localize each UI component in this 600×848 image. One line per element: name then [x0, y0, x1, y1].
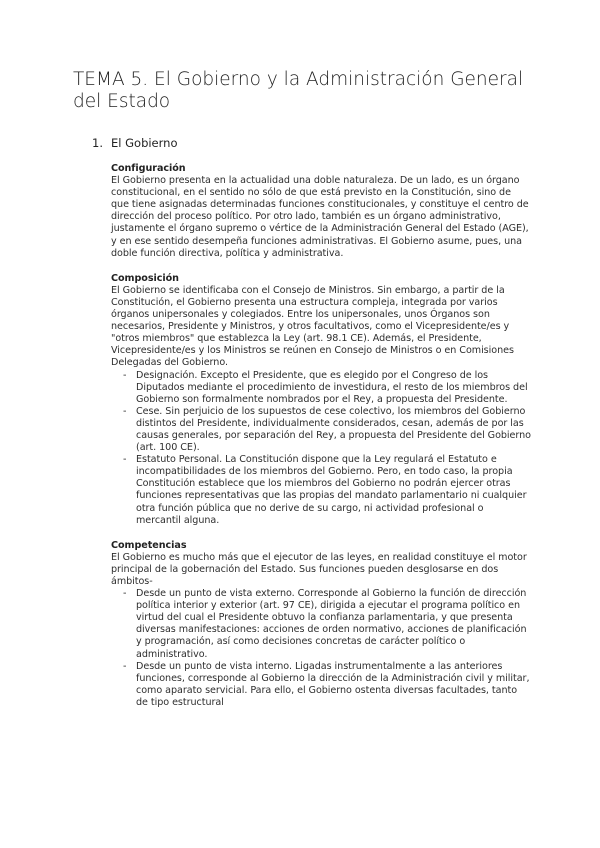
list-item	[111, 406, 531, 454]
dash-bullet: -	[123, 588, 127, 600]
list-item	[111, 661, 531, 709]
dash-bullet: -	[123, 369, 127, 381]
section-number: 1.	[92, 136, 103, 150]
dash-list	[111, 370, 531, 527]
dash-list	[111, 588, 531, 709]
subsection-paragraph: El Gobierno es mucho más que el ejecutor de las leyes, en realidad constituye el motor principal de la gobernación del Estado. Sus funciones pueden desglosarse en dos ámbitos-	[111, 551, 527, 587]
subsection-configuracion	[111, 163, 531, 260]
list-item-text: Cese. Sin perjuicio de los supuestos de cese colectivo, los miembros del Gobierno distintos del Presidente, individualmente considerados, cesan, además de por las causas generales, por separación del Rey, a propuesta del Presidente del Gobierno (art. 100 CE).	[136, 405, 531, 454]
section-title: El Gobierno	[111, 136, 178, 150]
list-item-text: Estatuto Personal. La Constitución dispone que la Ley regulará el Estatuto e incompatibilidades de los miembros del Gobierno. Pero, en todo caso, la propia Constitución establece que los miembros del Gobierno no podrán ejercer otras funciones representativas que las propias del mandato parlamentario ni cualquier otra función pública que no derive de su cargo, ni actividad profesional o mercantil alguna.	[136, 454, 527, 526]
dash-bullet: -	[123, 454, 127, 466]
list-item-text: Desde un punto de vista externo. Corresponde al Gobierno la función de dirección política interior y exterior (art. 97 CE), dirigida a ejecutar el programa político en virtud del cual el Presidente obtuvo la confianza parlamentaria, y que presenta diversas manifestaciones: acciones de orden normativo, acciones de planificación y programación, así como decisiones concretas de carácter político o administrativo.	[136, 588, 527, 660]
subsection-competencias	[111, 540, 531, 709]
list-item	[111, 454, 531, 527]
dash-bullet: -	[123, 660, 127, 672]
subsection-paragraph: El Gobierno presenta en la actualidad una doble naturaleza. De un lado, es un órgano constitucional, en el sentido no sólo de que está previsto en la Constitución, sino de que tiene asignadas determinadas funciones constitucionales, y constituye el centro de dirección del proceso político. Por otro lado, también es un órgano administrativo, justamente el órgano supremo o vértice de la Administración General del Estado (AGE), y en ese sentido desempeña funciones administrativas. El Gobierno asume, pues, una doble función directiva, política y administrativa.	[111, 175, 529, 259]
subsection-heading: Configuración	[111, 163, 186, 174]
list-item-text: Desde un punto de vista interno. Ligadas instrumentalmente a las anteriores funciones, corresponde al Gobierno la dirección de la Administración civil y militar, como aparato servicial. Para ello, el Gobierno ostenta diversas facultades, tanto de tipo estructural	[136, 660, 530, 708]
subsection-paragraph: El Gobierno se identificaba con el Consejo de Ministros. Sin embargo, a partir de la Constitución, el Gobierno presenta una estructura compleja, integrada por varios órganos unipersonales y colegiados. Entre los unipersonales, unos Órganos son necesarios, Presidente y Ministros, y otros facultativos, como el Vicepresidente/es y "otros miembros" que establezca la Ley (art. 98.1 CE). Además, el Presidente, Vicepresidente/es y los Ministros se reúnen en Consejo de Ministros o en Comisiones Delegadas del Gobierno.	[111, 284, 514, 369]
subsection-heading: Composición	[111, 272, 179, 284]
dash-bullet: -	[123, 405, 127, 417]
section-heading	[92, 136, 177, 150]
subsection-composicion	[111, 273, 531, 527]
subsection-heading: Competencias	[111, 539, 187, 551]
list-item	[111, 370, 531, 406]
section-body	[111, 163, 531, 722]
list-item	[111, 588, 531, 661]
list-item-text: Designación. Excepto el Presidente, que es elegido por el Congreso de los Diputados mediante el procedimiento de investidura, el resto de los miembros del Gobierno son formalmente nombrados por el Rey, a propuesta del Presidente.	[136, 369, 528, 405]
document-title: TEMA 5. El Gobierno y la Administración General del Estado	[73, 69, 524, 112]
